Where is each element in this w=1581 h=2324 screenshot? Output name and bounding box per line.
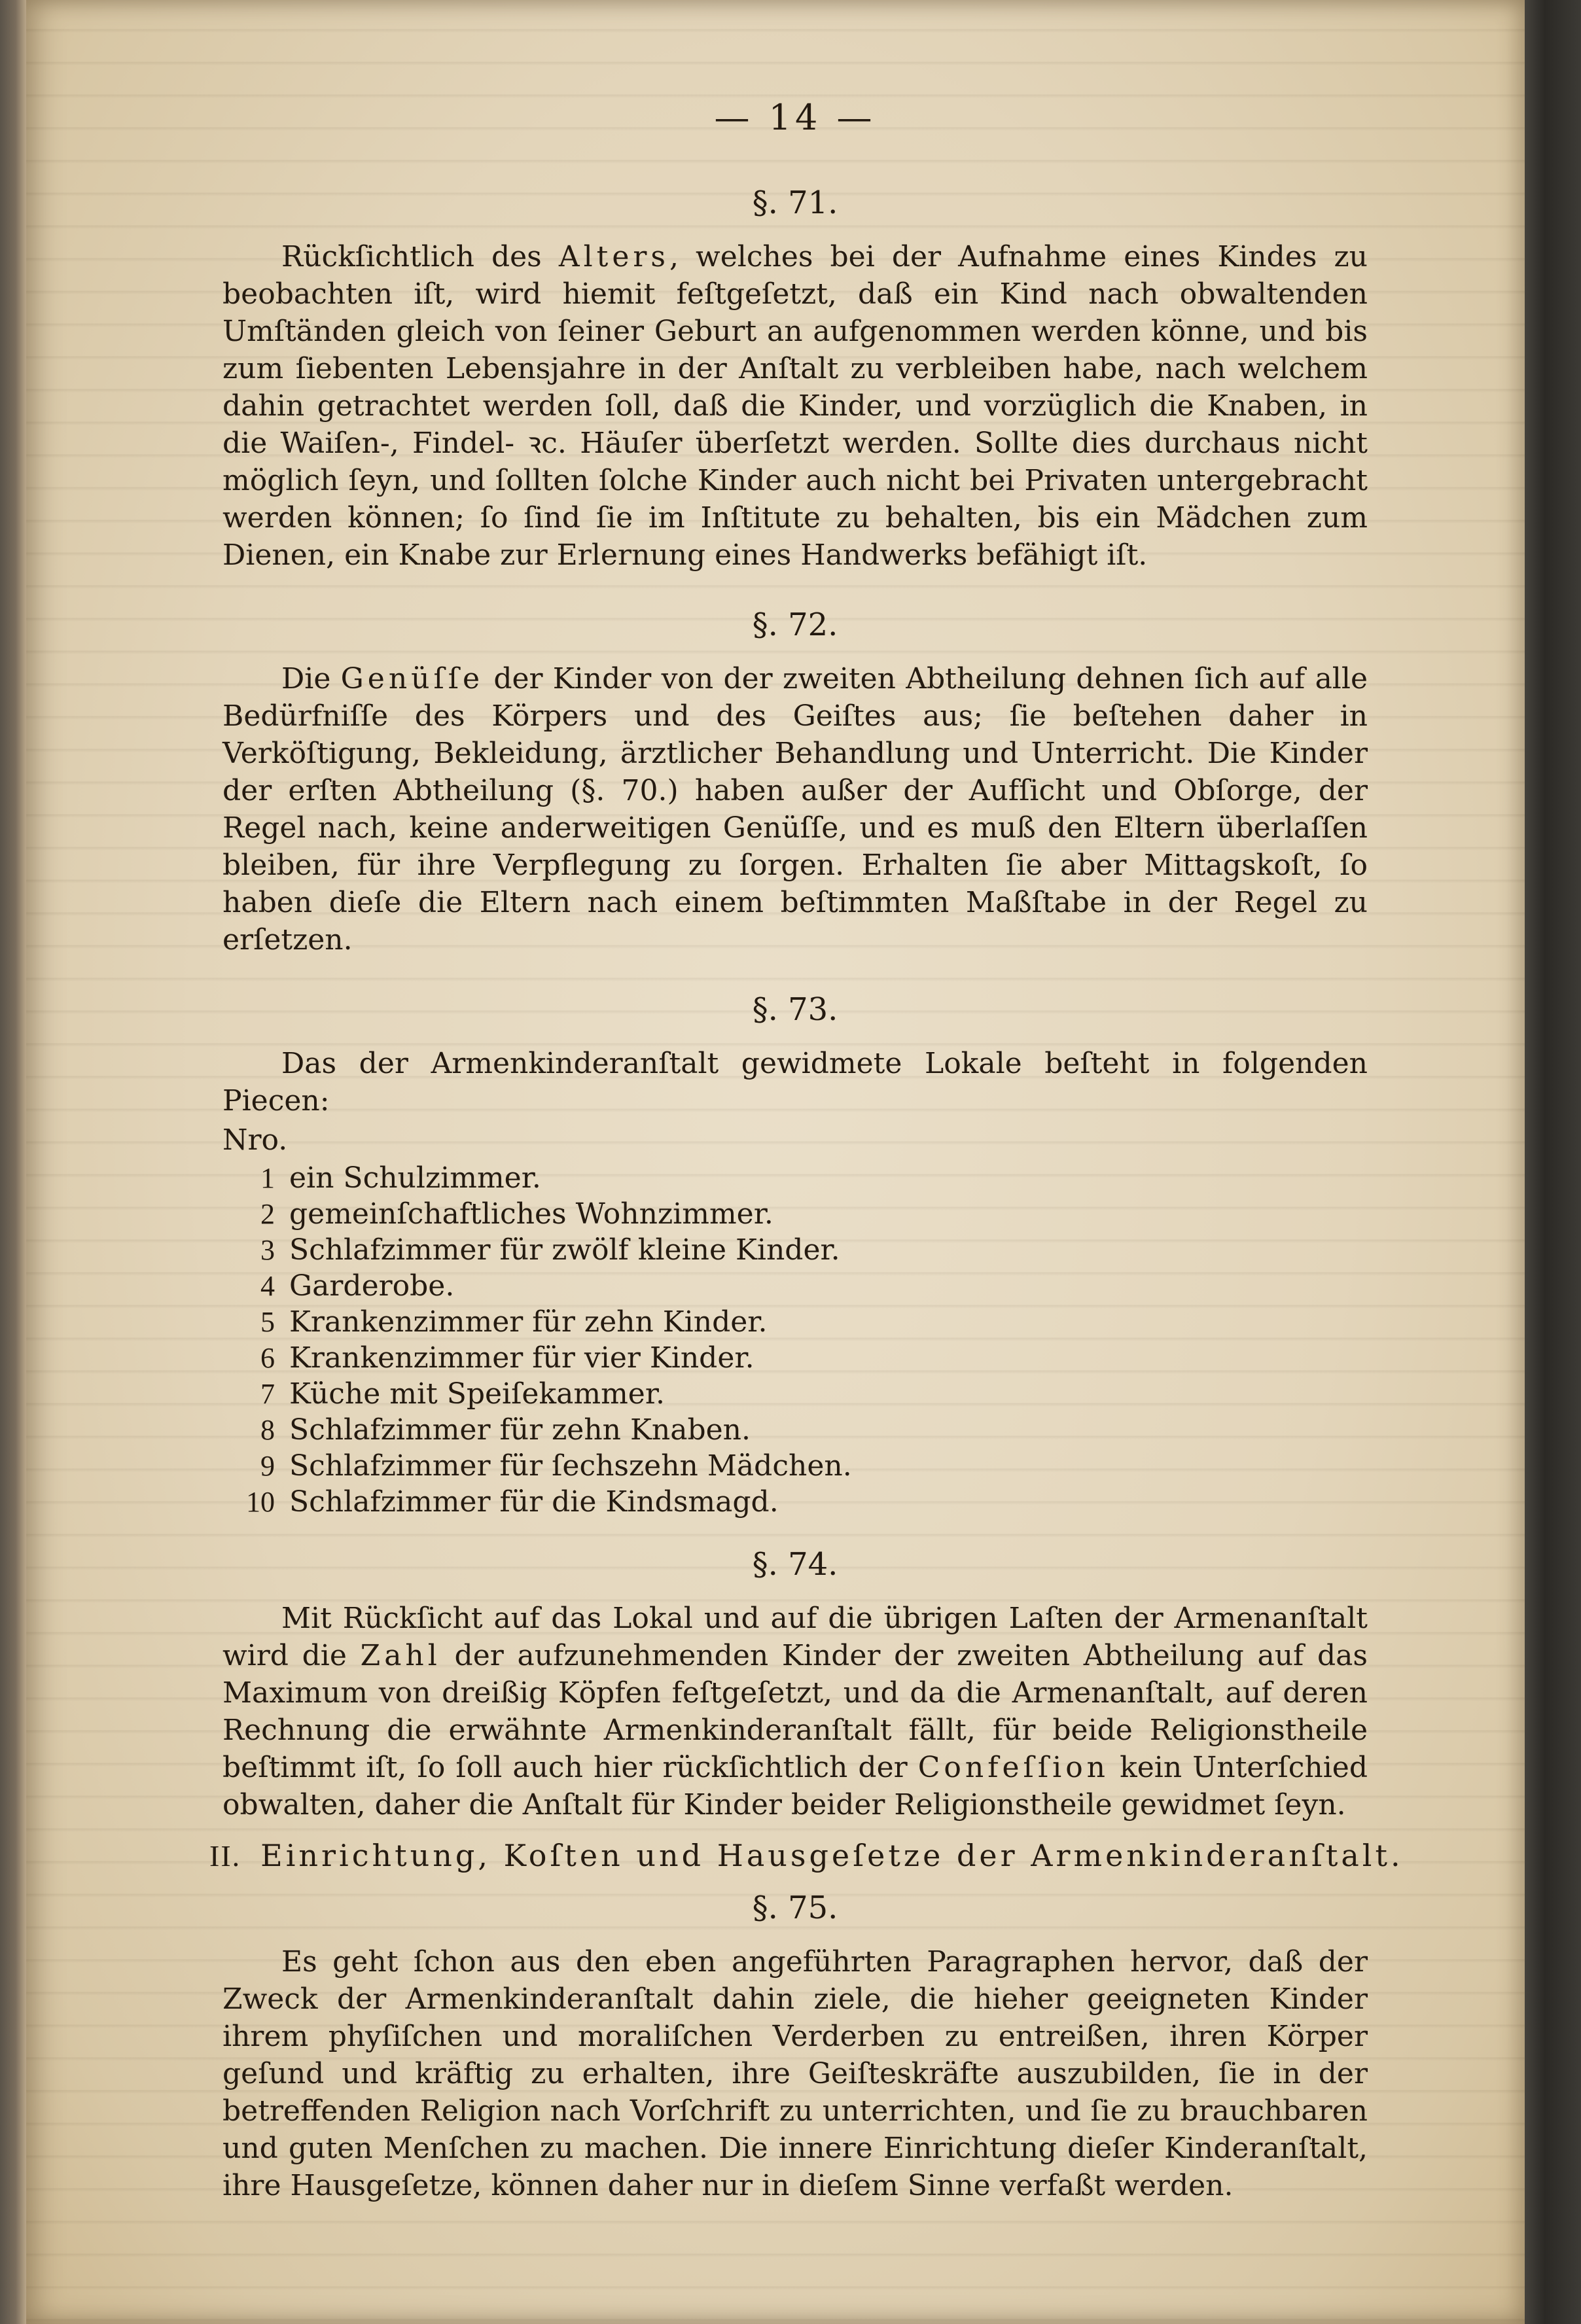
room-label: Schlafzimmer für ſechszehn Mädchen. — [289, 1449, 852, 1483]
section-paragraph: Es geht ſchon aus den eben angeführten Paragraphen hervor, daß der Zweck der Armenkinderanſtalt dahin ziele, die hieher geeigneten Kinder ihrem phyſiſchen und moraliſchen Verderben zu entreißen, ihren Körper geſund und kräftig zu erhalten, ihre Geiſteskräfte auszubilden, ſie in der betreffenden Religion nach Vorſchrift zu unterrichten, und ſie zu brauchbaren und guten Menſchen zu machen. Die innere Einrichtung dieſer Kinderanſtalt, ihre Hausgeſetze, können daher nur in dieſem Sinne verfaßt werden. — [222, 1945, 1368, 2202]
chapter-title: Einrichtung, Koſten und Hausgeſetze der Armenkinderanſtalt. — [260, 1838, 1404, 1873]
list-item — [222, 1340, 1368, 1376]
room-label: Schlafzimmer für zwölf kleine Kinder. — [289, 1233, 840, 1267]
room-number: 6 — [260, 1342, 275, 1374]
list-column-header: Nro. — [222, 1123, 288, 1157]
list-item — [222, 1484, 1368, 1520]
list-item — [222, 1160, 1368, 1196]
paragraph-lead: Rückſichtlich des — [281, 240, 542, 273]
section-heading: §. 71. — [752, 185, 838, 221]
room-label: Krankenzimmer für vier Kinder. — [289, 1341, 755, 1375]
emphasized-term: Confeſſion — [917, 1751, 1110, 1784]
emphasized-term: Zahl — [360, 1639, 441, 1672]
room-number: 2 — [260, 1198, 275, 1230]
section-heading: §. 74. — [752, 1546, 838, 1583]
backdrop — [1521, 0, 1581, 2324]
section-75 — [222, 1890, 1368, 2204]
room-number: 5 — [260, 1306, 275, 1338]
room-number: 10 — [246, 1486, 275, 1518]
section-73 — [222, 991, 1368, 1520]
book-page — [26, 0, 1525, 2324]
section-heading: §. 75. — [752, 1890, 838, 1926]
room-number: 9 — [260, 1450, 275, 1482]
page-number: — 14 — — [714, 97, 876, 138]
room-label: Schlafzimmer für die Kindsmagd. — [289, 1485, 779, 1519]
section-paragraph: Das der Armenkinderanſtalt gewidmete Lokale beſteht in folgenden Piecen: — [222, 1047, 1368, 1118]
room-number: 7 — [260, 1378, 275, 1410]
room-number: 8 — [260, 1414, 275, 1446]
section-paragraph — [222, 238, 1368, 574]
list-item — [222, 1412, 1368, 1448]
list-item — [222, 1376, 1368, 1412]
room-label: gemeinſchaftliches Wohnzimmer. — [289, 1197, 773, 1231]
room-number: 1 — [260, 1162, 275, 1194]
room-number: 3 — [260, 1234, 275, 1266]
chapter-number: II. — [209, 1839, 241, 1873]
paragraph-text: der Kinder von der zweiten Abtheilung dehnen ſich auf alle Bedürfniſſe des Körpers und des Geiſtes aus; ſie beſtehen daher in Verköſtigung, Bekleidung, ärztlicher Behandlung und Unterricht. Die Kinder der erſten Abtheilung (§. 70.) haben außer der Aufſicht und Obſorge, der Regel nach, keine anderweitigen Genüſſe, und es muß den Eltern überlaſſen bleiben, für ihre Verpflegung zu ſorgen. Erhalten ſie aber Mittagskoſt, ſo haben dieſe die Eltern nach einem beſtimmten Maßſtabe in der Regel zu erſetzen. — [222, 662, 1368, 957]
section-heading: §. 73. — [752, 991, 838, 1028]
room-label: Krankenzimmer für zehn Kinder. — [289, 1305, 768, 1339]
paragraph-text: , welches bei der Aufnahme eines Kindes zu beobachten iſt, wird hiemit feſtgeſetzt, daß ein Kind nach obwaltenden Umſtänden gleich von ſeiner Geburt an aufgenommen werden könne, und bis zum ſiebenten Lebensjahre in der Anſtalt zu verbleiben habe, nach welchem dahin getrachtet werden ſoll, daß die Kinder, und vorzüglich die Knaben, in die Waiſen-, Findel- ꝛc. Häuſer überſetzt werden. Sollte dies durchaus nicht möglich ſeyn, und ſollten ſolche Kinder auch nicht bei Privaten untergebracht werden können; ſo ſind ſie im Inſtitute zu behalten, bis ein Mädchen zum Dienen, ein Knabe zur Erlernung eines Handwerks befähigt iſt. — [222, 240, 1368, 572]
room-label: Garderobe. — [289, 1269, 455, 1303]
list-item — [222, 1304, 1368, 1340]
paragraph-text: kein Unterſchied obwalten, daher die Anſtalt für Kinder beider Religionstheile gewidmet ſeyn. — [222, 1751, 1368, 1822]
emphasized-term: Genüſſe — [340, 662, 484, 695]
chapter-heading — [209, 1837, 1404, 1875]
section-72 — [222, 607, 1368, 959]
page-content — [209, 97, 1404, 2204]
room-label: Küche mit Speiſekammer. — [289, 1377, 666, 1411]
emphasized-term: Alters — [558, 240, 670, 273]
section-71 — [222, 185, 1368, 574]
room-label: Schlafzimmer für zehn Knaben. — [289, 1413, 751, 1447]
paragraph-lead: Die — [281, 662, 331, 695]
section-paragraph — [222, 1600, 1368, 1823]
list-item — [222, 1196, 1368, 1232]
list-item — [222, 1448, 1368, 1484]
room-list — [222, 1160, 1368, 1520]
section-heading: §. 72. — [752, 607, 838, 643]
list-item — [222, 1268, 1368, 1304]
section-paragraph — [222, 660, 1368, 959]
list-item — [222, 1232, 1368, 1268]
section-74 — [222, 1546, 1368, 1823]
room-number: 4 — [260, 1270, 275, 1302]
paragraph-text: der aufzunehmenden Kinder der zweiten Abtheilung auf das Maximum von dreißig Köpfen feſtgeſetzt, und da die Armenanſtalt, auf deren Rechnung die erwähnte Armenkinderanſtalt fällt, für beide Religionstheile beſtimmt iſt, ſo ſoll auch hier rückſichtlich der — [222, 1639, 1368, 1784]
paragraph-lead: Mit Rückſicht auf das Lokal und auf die übrigen Laſten der Armenanſtalt wird die — [222, 1602, 1368, 1672]
book-spine-edge — [0, 0, 26, 2324]
room-label: ein Schulzimmer. — [289, 1161, 541, 1195]
